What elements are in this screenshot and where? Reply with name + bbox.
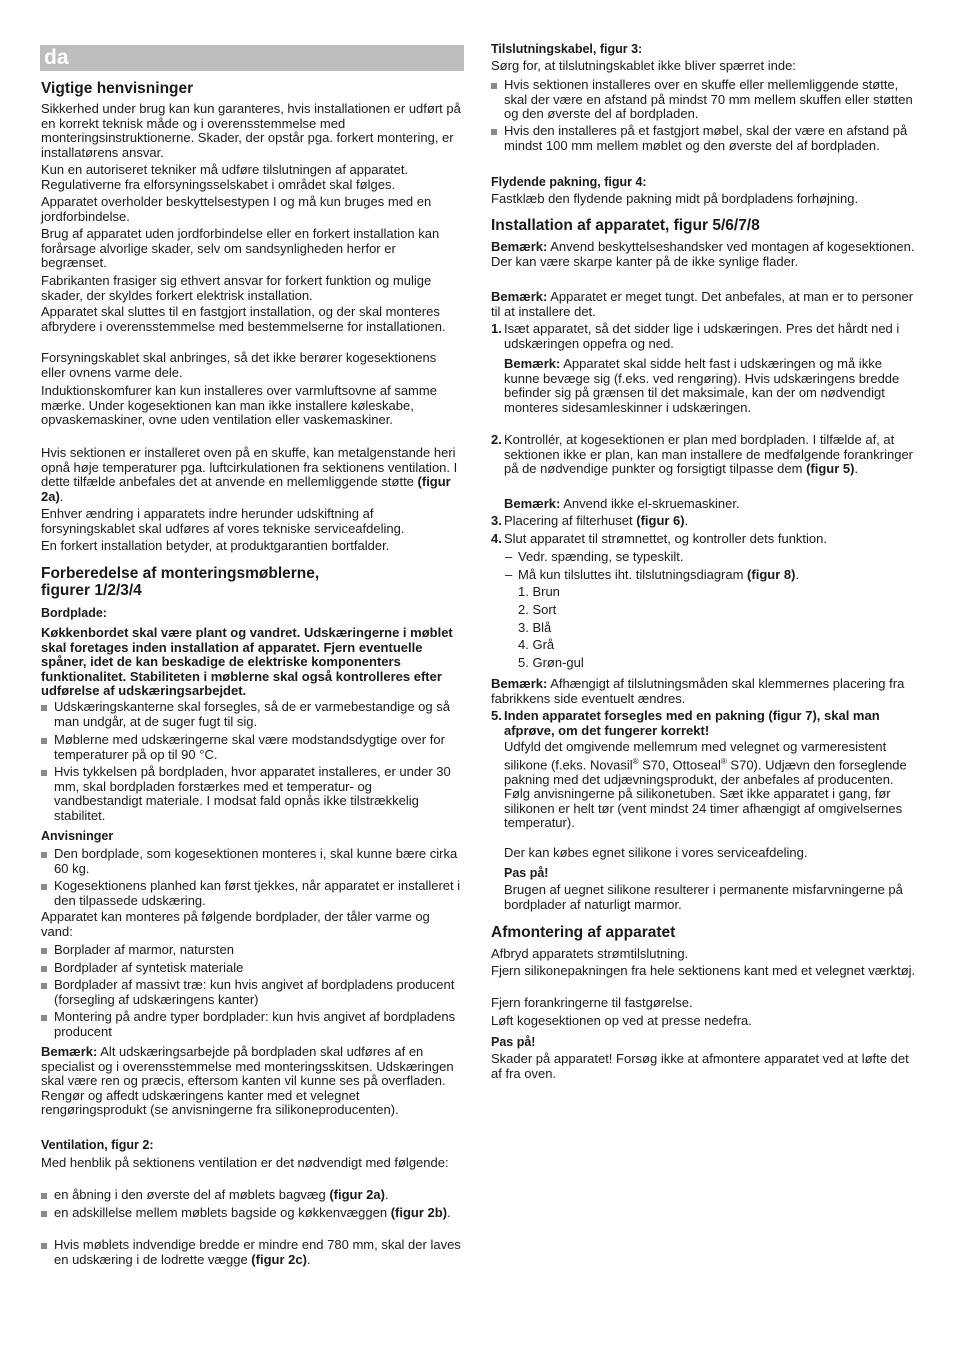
list-item: en adskillelse mellem møblets bagside og køkkenvæggen (figur 2b). — [41, 1206, 461, 1221]
note-paragraph: Bemærk: Afhængigt af tilslutningsmåden skal klemmernes placering fra fabrikkens side eventuelt ændres. — [491, 676, 905, 706]
step-item: 2. Kontrollér, at kogesektionen er plan med bordpladen. I tilfælde af, at sektionen ikke er plan, kan man installere de medfølgende forankringer på de nødvendige punkter og forsigtigt tilpasse dem (figur 5). — [491, 432, 914, 477]
subheading-gasket: Flydende pakning, figur 4: — [491, 175, 647, 189]
paragraph: Apparatet skal sluttes til en fastgjort installation, og der skal monteres afbrydere i overensstemmelse med bestemmelserne for installationen. — [41, 304, 446, 334]
wire-color-item: 3. Blå — [518, 620, 552, 635]
section-heading-preparation: Forberedelse af monteringsmøblerne, figurer 1/2/3/4 — [41, 565, 320, 599]
warning-text: Skader på apparatet! Forsøg ikke at afmontere apparatet ved at løfte det af fra oven. — [491, 1051, 909, 1081]
step-item: 5. Inden apparatet forsegles med en pakning (figur 7), skal man afprøve, om det fungerer korrekt! — [491, 708, 880, 738]
list-item: Kogesektionens planhed kan først tjekkes, når apparatet er installeret i den tilpassede udskæring. — [41, 879, 461, 908]
paragraph: Enhver ændring i apparatets indre herunder udskiftning af forsyningskablet skal udføres af vores tekniske serviceafdeling. — [41, 506, 405, 536]
list-item: Hvis den installeres på et fastgjort møbel, skal der være en afstand på mindst 100 mm mellem møblet og den øverste del af bordpladen. — [491, 124, 916, 153]
paragraph: Fjern silikonepakningen fra hele sektionens kant med et velegnet værktøj. — [491, 963, 916, 978]
list-item: Bordplader af massivt træ: kun hvis angivet af bordpladens producent (forsegling af udskæringens kanter) — [41, 978, 461, 1007]
language-code: da — [44, 46, 69, 69]
paragraph: Kun en autoriseret tekniker må udføre tilslutningen af apparatet. Regulativerne fra elforsyningsselskabet i området skal følges. — [41, 162, 409, 192]
wire-color-item: 4. Grå — [518, 637, 555, 652]
note-paragraph: Bemærk: Alt udskæringsarbejde på bordpladen skal udføres af en specialist og i overensstemmelse med monteringsskitsen. Udskæringen skal være ren og præcis, eftersom kanten vil kunne ses på overfladen. Rengør og affedt udskæringens kanter med et velegnet rengøringsprodukt (se anvisningerne fra silikoneproducenten). — [41, 1044, 454, 1118]
paragraph: Sørg for, at tilslutningskablet ikke bliver spærret inde: — [491, 58, 796, 73]
step-paragraph: Udfyld det omgivende mellemrum med velegnet og varmeresistent silikone (f.eks. Novasil® S70, Ottoseal® S70). Udjævn den forseglende pakning med det udjævningsprodukt, der anbefales af producenten. Følg anvisningerne på silikonetuben. Sæt ikke apparatet i gang, før silikonen er helt tør (vent mindst 24 timer afhængigt af omgivelsernes temperatur). — [504, 739, 907, 831]
warning-heading: Pas på! — [504, 866, 549, 880]
list-item: en åbning i den øverste del af møblets bagvæg (figur 2a). — [41, 1188, 461, 1203]
step-item: 3. Placering af filterhuset (figur 6). — [491, 513, 689, 528]
note-paragraph: Bemærk: Apparatet er meget tungt. Det anbefales, at man er to personer til at installere det. — [491, 289, 914, 319]
paragraph: Apparatet kan monteres på følgende bordplader, der tåler varme og vand: — [41, 909, 430, 939]
paragraph: Brug af apparatet uden jordforbindelse eller en forkert installation kan forårsage alvorlige skader, selv om sandsynligheden herfor er begrænset. — [41, 226, 440, 271]
paragraph: Apparatet overholder beskyttelsestypen I og må kun bruges med en jordforbindelse. — [41, 194, 432, 224]
paragraph: Forsyningskablet skal anbringes, så det ikke berører kogesektionens eller ovnens varme dele. — [41, 350, 437, 380]
subheading-anvisninger: Anvisninger — [41, 829, 114, 843]
wire-color-item: 5. Grøn-gul — [518, 655, 584, 670]
paragraph: Sikkerhed under brug kan kun garanteres, hvis installationen er udført på en korrekt teknisk måde og i overensstemmelse med monteringsinstruktionerne. Skader, der opstår pga. forkert montering, er installatørens ansvar. — [41, 101, 461, 160]
paragraph: Fastklæb den flydende pakning midt på bordpladens forhøjning. — [491, 191, 859, 206]
paragraph-bold: Køkkenbordet skal være plant og vandret. Udskæringerne i møblet skal foretages inden installation af apparatet. Fjern eventuelle spåner, idet de kan beskadige de elektriske komponenters funktionalitet. Stabiliteten i møblerne skal også kontrolleres efter udførelse af udskæringsarbejdet. — [41, 625, 453, 699]
list-item: Hvis sektionen installeres over en skuffe eller mellemliggende støtte, skal der være en afstand på mindst 70 mm mellem skuffen eller støtten og den øverste del af bordpladen. — [491, 78, 916, 122]
subheading-cable: Tilslutningskabel, figur 3: — [491, 42, 643, 56]
paragraph: Induktionskomfurer kan kun installeres over varmluftsovne af samme mærke. Under kogesektionen kan man ikke installere køleskabe, opvaskemaskiner, ovne uden ventilation eller vaskemaskiner. — [41, 383, 437, 428]
list-item: Hvis tykkelsen på bordpladen, hvor apparatet installeres, er under 30 mm, skal bordpladen forstærkes med et temperatur- og vandbestandigt materiale. I modsat fald opnås ikke tilstrækkelig stabilitet. — [41, 765, 461, 823]
step-item: 1. Isæt apparatet, så det sidder lige i udskæringen. Pres det hårdt ned i udskæringen oppefra og ned. — [491, 321, 900, 351]
step-note: Bemærk: Anvend ikke el-skruemaskiner. — [504, 496, 740, 511]
dash-item: – Må kun tilsluttes iht. tilslutningsdiagram (figur 8). — [491, 568, 916, 583]
list-item: Montering på andre typer bordplader: kun hvis angivet af bordpladens producent — [41, 1010, 461, 1039]
list-item: Bordplader af syntetisk materiale — [41, 961, 461, 976]
paragraph: Løft kogesektionen op ved at presse nedefra. — [491, 1013, 752, 1028]
warning-text: Brugen af uegnet silikone resulterer i permanente misfarvningerne på bordplader af naturligt marmor. — [504, 882, 903, 912]
subheading-ventilation: Ventilation, figur 2: — [41, 1138, 154, 1152]
section-heading-installation: Installation af apparatet, figur 5/6/7/8 — [491, 217, 760, 234]
list-item: Hvis møblets indvendige bredde er mindre end 780 mm, skal der laves en udskæring i de lodrette vægge (figur 2c). — [41, 1238, 461, 1267]
list-item: Udskæringskanterne skal forsegles, så de er varmebestandige og så man undgår, at de suger fugt til sig. — [41, 700, 461, 729]
list-item: Borplader af marmor, natursten — [41, 943, 461, 958]
dash-item: – Vedr. spænding, se typeskilt. — [491, 550, 916, 565]
step-item: 4. Slut apparatet til strømnettet, og kontroller dets funktion. — [491, 531, 827, 546]
paragraph: Med henblik på sektionens ventilation er det nødvendigt med følgende: — [41, 1155, 449, 1170]
section-heading-removal: Afmontering af apparatet — [491, 924, 676, 941]
paragraph: Fjern forankringerne til fastgørelse. — [491, 995, 693, 1010]
wire-color-item: 1. Brun — [518, 584, 560, 599]
warning-heading: Pas på! — [491, 1035, 536, 1049]
section-heading-important: Vigtige henvisninger — [41, 80, 194, 97]
paragraph: En forkert installation betyder, at produktgarantien bortfalder. — [41, 538, 390, 553]
list-item: Møblerne med udskæringerne skal være modstandsdygtige over for temperaturer på op til 90 °C. — [41, 733, 461, 762]
step-note: Bemærk: Apparatet skal sidde helt fast i udskæringen og må ikke kunne bevæge sig (f.eks. ved rengøring). Hvis udskæringens bredde befinder sig på grænsen til det maksimale, kan der om nødvendigt monteres sidesamleskinner i udskæringen. — [504, 356, 900, 415]
step-paragraph: Der kan købes egnet silikone i vores serviceafdeling. — [504, 845, 808, 860]
paragraph: Afbryd apparatets strømtilslutning. — [491, 946, 689, 961]
wire-color-item: 2. Sort — [518, 602, 557, 617]
paragraph: Fabrikanten frasiger sig ethvert ansvar for forkert funktion og mulige skader, der skyldes forkert elektrisk installation. — [41, 273, 432, 303]
list-item: Den bordplade, som kogesektionen monteres i, skal kunne bære cirka 60 kg. — [41, 847, 461, 876]
paragraph: Hvis sektionen er installeret oven på en skuffe, kan metalgenstande heri opnå høje temperaturer pga. luftcirkulationen fra sektionens ventilation. I dette tilfælde anbefales det at anvende en mellemliggende støtte (figur 2a). — [41, 445, 458, 504]
subheading-bordplade: Bordplade: — [41, 606, 107, 620]
language-header-bar — [40, 45, 464, 71]
note-paragraph: Bemærk: Anvend beskyttelseshandsker ved montagen af kogesektionen. Der kan være skarpe kanter på de ikke synlige flader. — [491, 239, 915, 269]
